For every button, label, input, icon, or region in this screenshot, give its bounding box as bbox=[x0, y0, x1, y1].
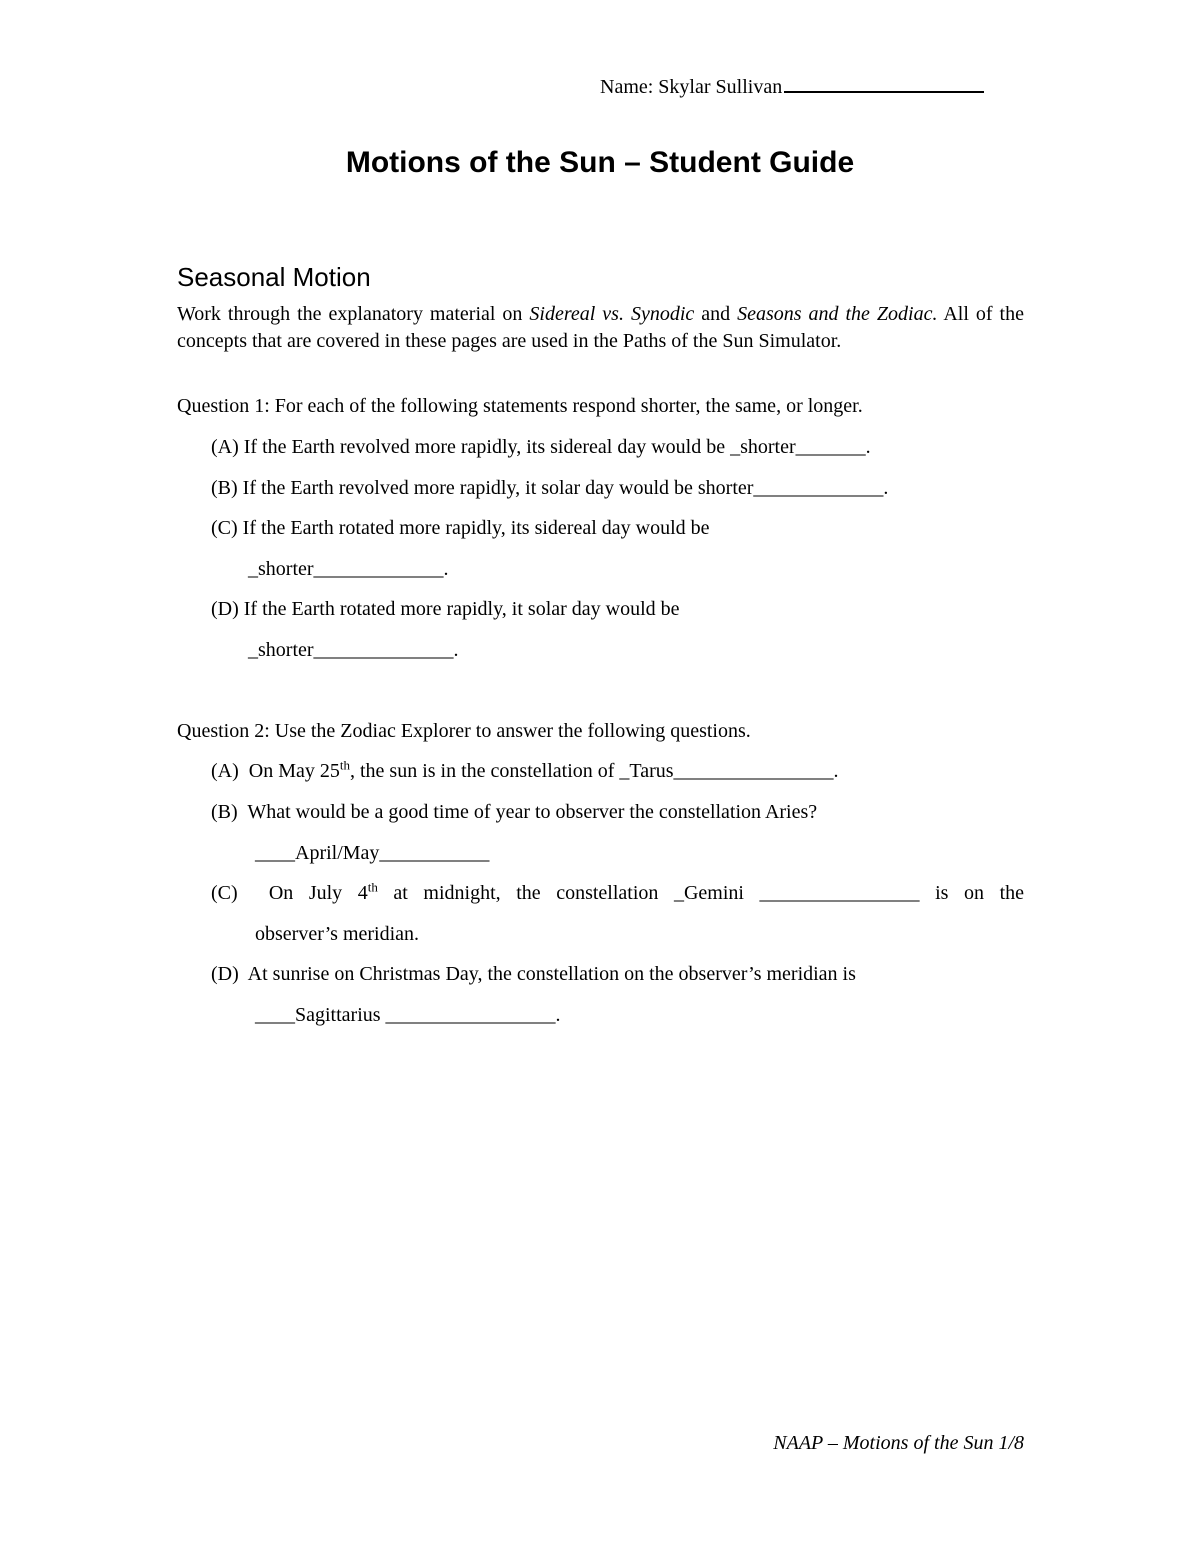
question-2-c-superscript: th bbox=[367, 879, 378, 895]
question-2-a bbox=[211, 757, 839, 783]
question-2-b-answer: ____April/May___________ bbox=[255, 842, 490, 864]
name-field bbox=[600, 76, 984, 99]
intro-text-1: Work through the explanatory material on bbox=[177, 303, 530, 325]
name-label: Name: Skylar Sullivan bbox=[600, 76, 783, 98]
page-title: Motions of the Sun – Student Guide bbox=[345, 146, 855, 179]
question-2-a-answer: , the sun is in the constellation of _Tarus________________. bbox=[350, 760, 839, 782]
question-1-a: (A) If the Earth revolved more rapidly, its sidereal day would be _shorter_______. bbox=[211, 436, 871, 458]
question-1-prompt: Question 1: For each of the following statements respond shorter, the same, or longer. bbox=[177, 395, 863, 417]
question-2-c bbox=[211, 879, 1024, 905]
question-2-d-label: (D) bbox=[211, 963, 239, 985]
question-2-a-label: (A) bbox=[211, 760, 239, 782]
question-2-b bbox=[211, 801, 817, 824]
intro-text-3: All of the concepts that are covered in these pages are used in the Paths of the Sun Simulator. bbox=[177, 303, 1024, 352]
question-2-c-label: (C) bbox=[211, 882, 238, 904]
question-2-d-answer: ____Sagittarius _________________. bbox=[255, 1004, 561, 1026]
question-2-prompt: Question 2: Use the Zodiac Explorer to answer the following questions. bbox=[177, 720, 751, 742]
page-footer: NAAP – Motions of the Sun 1/8 bbox=[773, 1432, 1024, 1454]
question-1-d: (D) If the Earth rotated more rapidly, it solar day would be bbox=[211, 598, 680, 620]
intro-text-2: and bbox=[694, 303, 738, 325]
intro-emphasis-2: Seasons and the Zodiac. bbox=[737, 303, 938, 325]
question-2-b-label: (B) bbox=[211, 801, 238, 823]
name-underline bbox=[784, 77, 984, 93]
question-2-b-text: What would be a good time of year to observer the constellation Aries? bbox=[247, 801, 818, 823]
question-1-c-answer: _shorter_____________. bbox=[248, 558, 449, 580]
intro-emphasis-1: Sidereal vs. Synodic bbox=[529, 303, 695, 325]
question-2-d-text: At sunrise on Christmas Day, the constellation on the observer’s meridian is bbox=[247, 963, 856, 985]
question-2-a-text: On May 25 bbox=[248, 760, 340, 782]
question-2-c-line-2: observer’s meridian. bbox=[255, 923, 420, 945]
intro-paragraph bbox=[177, 301, 1024, 354]
section-heading: Seasonal Motion bbox=[177, 262, 371, 292]
question-2-d bbox=[211, 963, 856, 986]
question-1-c: (C) If the Earth rotated more rapidly, its sidereal day would be bbox=[211, 517, 710, 539]
question-1-d-answer: _shorter______________. bbox=[248, 639, 459, 661]
question-2-c-text: On July 4 bbox=[268, 882, 368, 904]
question-2-c-answer: at midnight, the constellation _Gemini ________________ is on the bbox=[377, 882, 1024, 904]
question-1-b: (B) If the Earth revolved more rapidly, it solar day would be shorter_____________. bbox=[211, 477, 889, 499]
question-2-a-superscript: th bbox=[339, 757, 350, 773]
